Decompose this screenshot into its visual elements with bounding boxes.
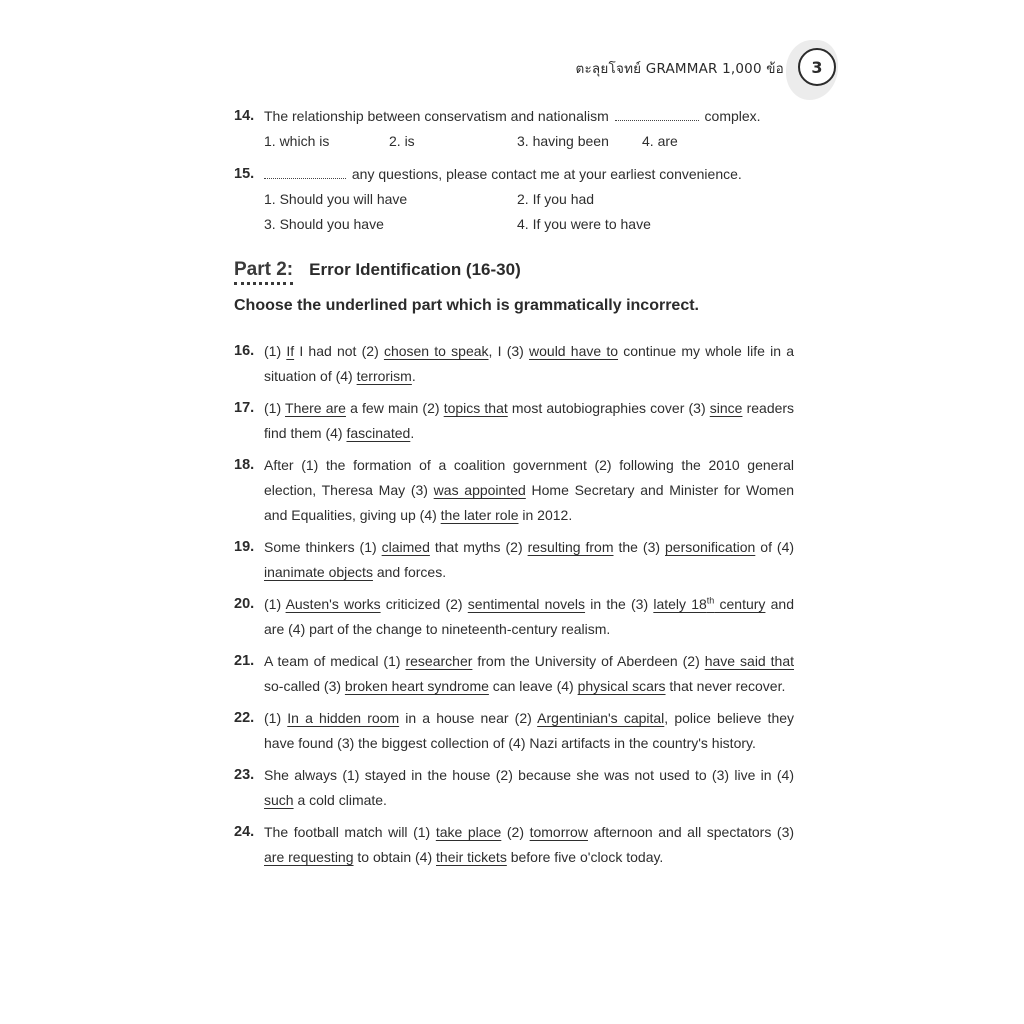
underlined-part-1: researcher: [405, 653, 473, 669]
choice-3: 3. having been: [517, 133, 609, 149]
page-header: [576, 48, 838, 88]
book-title: ตะลุยโจทย์ GRAMMAR 1,000 ข้อ: [575, 61, 784, 77]
question-17: [234, 396, 794, 446]
question-20: [234, 592, 794, 642]
question-number: 19.: [234, 539, 255, 555]
question-text: (1) Austen's works criticized (2) sentimental novels in the (3) lately 18th century and are (4) part of the change to nineteenth-century realism.: [264, 595, 794, 637]
question-text: complex.: [704, 108, 761, 124]
question-16: [234, 339, 794, 389]
question-text: (1) If I had not (2) chosen to speak, I (3) would have to continue my whole life in a situation of (4) terrorism.: [264, 343, 794, 384]
question-14: [234, 104, 794, 154]
question-number: 23.: [234, 767, 255, 783]
choice-1: 1. Should you will have: [264, 191, 408, 207]
underlined-part-4: physical scars: [577, 678, 666, 694]
question-24: [234, 820, 794, 870]
page-number-badge: [798, 48, 838, 88]
choice-4: 4. If you were to have: [517, 216, 651, 232]
choice-list: [264, 187, 794, 237]
choice-2: 2. If you had: [517, 191, 595, 207]
underlined-part-2: resulting from: [527, 539, 614, 555]
question-number: 16.: [234, 343, 255, 359]
choice-2: 2. is: [389, 133, 415, 149]
underlined-part-1: Austen's works: [285, 596, 381, 612]
question-text: She always (1) stayed in the house (2) because she was not used to (3) live in (4) such a cold climate.: [264, 767, 794, 808]
underlined-part-2: chosen to speak: [383, 343, 489, 359]
section-heading: [234, 259, 794, 285]
question-text: The relationship between conservatism and nationalism: [264, 108, 609, 124]
question-21: [234, 649, 794, 699]
question-number: 21.: [234, 653, 255, 669]
question-number: 18.: [234, 457, 255, 473]
part-title: Error Identification (16-30): [309, 260, 521, 279]
choice-1: 1. which is: [264, 133, 330, 149]
underlined-part-3: was appointed: [433, 482, 526, 498]
underlined-part-2: have said that: [704, 653, 795, 669]
question-23: [234, 763, 794, 813]
question-text: any questions, please contact me at your earliest convenience.: [351, 166, 742, 182]
question-text: After (1) the formation of a coalition government (2) following the 2010 general election, Theresa May (3) was appointed Home Secretary and Minister for Women and Equalities, giving up (4) the later role in 2012.: [264, 457, 795, 523]
underlined-part-1: take place: [435, 824, 502, 840]
question-text: (1) There are a few main (2) topics that most autobiographies cover (3) since readers find them (4) fascinated.: [264, 400, 795, 441]
answer-blank: [615, 107, 699, 121]
question-number: 14.: [234, 108, 255, 124]
underlined-part-3: would have to: [529, 343, 619, 359]
underlined-part-4: such: [264, 792, 294, 808]
question-22: [234, 706, 794, 756]
underlined-part-4: fascinated: [346, 425, 411, 441]
underlined-part-3: are requesting: [264, 849, 354, 865]
underlined-part-1: claimed: [381, 539, 430, 555]
section-instruction: Choose the underlined part which is grammatically incorrect.: [234, 297, 699, 314]
underlined-part-3: lately 18th century: [653, 595, 766, 612]
underlined-part-3: personification: [665, 539, 756, 555]
underlined-part-2: topics that: [443, 400, 508, 416]
page-number: 3: [798, 48, 836, 86]
underlined-part-2: Argentinian's capital: [537, 710, 665, 726]
underlined-part-3: broken heart syndrome: [344, 678, 489, 694]
question-text: Some thinkers (1) claimed that myths (2) resulting from the (3) personification of (4) inanimate objects and forces.: [264, 539, 795, 580]
underlined-part-2: tomorrow: [529, 824, 588, 840]
question-15: [234, 162, 794, 237]
choice-3: 3. Should you have: [264, 216, 384, 232]
question-number: 17.: [234, 400, 255, 416]
underlined-part-2: sentimental novels: [467, 596, 586, 612]
underlined-part-1: There are: [285, 400, 346, 416]
question-19: [234, 535, 794, 585]
underlined-part-1: If: [286, 343, 295, 359]
choice-list: [264, 129, 794, 154]
underlined-part-1: In a hidden room: [287, 710, 400, 726]
question-number: 24.: [234, 824, 255, 840]
question-number: 15.: [234, 166, 255, 182]
question-number: 22.: [234, 710, 255, 726]
question-18: [234, 453, 794, 528]
question-text: The football match will (1) take place (2) tomorrow afternoon and all spectators (3) are requesting to obtain (4) their tickets before five o'clock today.: [264, 824, 795, 865]
question-text: A team of medical (1) researcher from the University of Aberdeen (2) have said that so-called (3) broken heart syndrome can leave (4) physical scars that never recover.: [264, 653, 795, 694]
question-text: (1) In a hidden room in a house near (2) Argentinian's capital, police believe they have found (3) the biggest collection of (4) Nazi artifacts in the country's history.: [264, 710, 795, 751]
part-label: Part 2:: [234, 259, 293, 285]
underlined-part-4: the later role: [440, 507, 519, 523]
underlined-part-3: since: [709, 400, 743, 416]
answer-blank: [264, 165, 346, 179]
choice-4: 4. are: [642, 133, 678, 149]
underlined-part-4: their tickets: [436, 849, 507, 865]
page-content: [234, 104, 794, 877]
underlined-part-4: inanimate objects: [264, 564, 373, 580]
question-number: 20.: [234, 596, 255, 612]
underlined-part-4: terrorism: [356, 368, 412, 384]
